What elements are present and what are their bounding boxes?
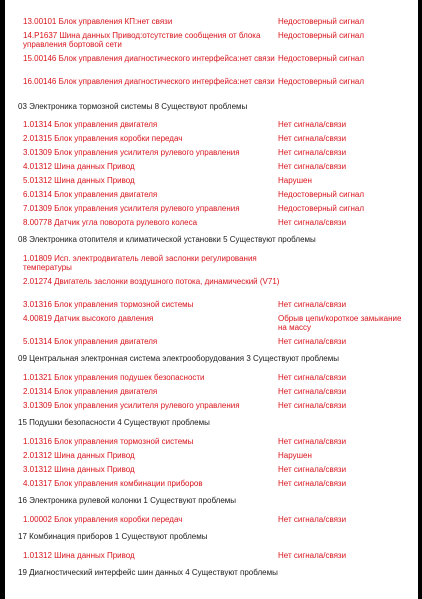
- section-heading: 17 Комбинация приборов 1 Существуют проблемы: [18, 532, 208, 541]
- fault-code: 14.P1637 Шина данных Привод:отсутствие сообщения от блока управления бортовой сети: [23, 31, 261, 49]
- fault-code: 1.01321 Блок управления подушек безопасности: [23, 373, 205, 382]
- fault-code: 1.00002 Блок управления коробки передач: [23, 515, 183, 524]
- fault-status: Нарушен: [278, 176, 312, 185]
- fault-row: [18, 204, 410, 218]
- fault-code: 4.01312 Шина данных Привод: [23, 162, 135, 171]
- fault-status: Недостоверный сигнал: [278, 54, 365, 63]
- fault-status: Нет сигнала/связи: [278, 218, 347, 227]
- fault-status: Нет сигнала/связи: [278, 515, 347, 524]
- fault-code: 2.01314 Блок управления двигателя: [23, 387, 158, 396]
- fault-status: Недостоверный сигнал: [278, 190, 365, 199]
- fault-code: 13.00101 Блок управления КП:нет связи: [23, 17, 173, 26]
- fault-row: [18, 387, 410, 401]
- fault-code: 3.01309 Блок управления усилителя рулевого управления: [23, 401, 240, 410]
- fault-status: Нет сигнала/связи: [278, 300, 347, 309]
- fault-status: Нет сигнала/связи: [278, 148, 347, 157]
- fault-code: 15.00146 Блок управления диагностического интерфейса:нет связи: [23, 54, 275, 63]
- fault-row: [18, 134, 410, 148]
- fault-code: 1.01809 Исп. электродвигатель левой заслонки регулирования температуры: [23, 254, 257, 272]
- fault-code: 3.01312 Шина данных Привод: [23, 465, 135, 474]
- fault-code: 4.01317 Блок управления комбинации приборов: [23, 479, 203, 488]
- fault-row: [18, 190, 410, 204]
- fault-status: Обрыв цепи/короткое замыкание на массу: [278, 314, 402, 332]
- section-heading: 16 Электроника рулевой колонки 1 Существуют проблемы: [18, 496, 237, 505]
- fault-status: Нарушен: [278, 451, 312, 460]
- fault-code: 2.01274 Двигатель заслонки воздушного потока, динамический (V71): [23, 277, 280, 286]
- fault-code: 2.01312 Шина данных Привод: [23, 451, 135, 460]
- fault-row: [18, 277, 410, 300]
- fault-code: 7.01309 Блок управления усилителя рулевого управления: [23, 204, 240, 213]
- fault-code: 6.01314 Блок управления двигателя: [23, 190, 158, 199]
- fault-status: Недостоверный сигнал: [278, 77, 365, 86]
- fault-row: [18, 479, 410, 493]
- fault-row: [18, 401, 410, 415]
- fault-row: [18, 54, 410, 77]
- fault-status: Нет сигнала/связи: [278, 120, 347, 129]
- fault-status: Нет сигнала/связи: [278, 387, 347, 396]
- fault-status: Нет сигнала/связи: [278, 479, 347, 488]
- fault-row: [18, 437, 410, 451]
- section-heading: 08 Электроника отопителя и климатической установки 5 Существуют проблемы: [18, 235, 316, 244]
- fault-code: 2.01315 Блок управления коробки передач: [23, 134, 183, 143]
- fault-status: Нет сигнала/связи: [278, 401, 347, 410]
- fault-row: [18, 373, 410, 387]
- fault-row: [18, 451, 410, 465]
- fault-status: Нет сигнала/связи: [278, 337, 347, 346]
- fault-status: Недостоверный сигнал: [278, 31, 365, 40]
- fault-row: [18, 162, 410, 176]
- fault-code: 5.01314 Блок управления двигателя: [23, 337, 158, 346]
- section-heading: 15 Подушки безопасности 4 Существуют проблемы: [18, 418, 210, 427]
- fault-report-page: [18, 17, 410, 587]
- fault-status: Нет сигнала/связи: [278, 437, 347, 446]
- fault-status: Нет сигнала/связи: [278, 465, 347, 474]
- fault-row: [18, 218, 410, 232]
- fault-status: Нет сигнала/связи: [278, 551, 347, 560]
- fault-row: [18, 77, 410, 100]
- fault-row: [18, 17, 410, 31]
- right-border: [418, 0, 422, 599]
- fault-row: [18, 515, 410, 529]
- fault-status: Нет сигнала/связи: [278, 134, 347, 143]
- fault-status: Недостоверный сигнал: [278, 204, 365, 213]
- fault-row: [18, 148, 410, 162]
- section-heading: 09 Центральная электронная система электрооборудования 3 Существуют проблемы: [18, 354, 339, 363]
- fault-row: [18, 120, 410, 134]
- fault-row: [18, 31, 410, 54]
- fault-row: [18, 176, 410, 190]
- fault-code: 8.00778 Датчик угла поворота рулевого колеса: [23, 218, 198, 227]
- left-border: [0, 0, 5, 599]
- fault-row: [18, 300, 410, 314]
- section-heading: 03 Электроника тормозной системы 8 Существуют проблемы: [18, 102, 248, 111]
- fault-status: Нет сигнала/связи: [278, 373, 347, 382]
- section-heading: 19 Диагностический интерфейс шин данных 4 Существуют проблемы: [18, 568, 278, 577]
- fault-code: 5.01312 Шина данных Привод: [23, 176, 135, 185]
- fault-code: 1.01312 Шина данных Привод: [23, 551, 135, 560]
- fault-row: [18, 254, 410, 277]
- fault-code: 3.01309 Блок управления усилителя рулевого управления: [23, 148, 240, 157]
- fault-row: [18, 314, 410, 337]
- fault-code: 1.01316 Блок управления тормозной системы: [23, 437, 194, 446]
- fault-row: [18, 465, 410, 479]
- fault-code: 4.00819 Датчик высокого давления: [23, 314, 154, 323]
- fault-code: 1.01314 Блок управления двигателя: [23, 120, 158, 129]
- fault-status: Недостоверный сигнал: [278, 17, 365, 26]
- fault-row: [18, 551, 410, 565]
- fault-row: [18, 337, 410, 351]
- fault-code: 3.01316 Блок управления тормозной системы: [23, 300, 194, 309]
- fault-status: Нет сигнала/связи: [278, 162, 347, 171]
- fault-code: 16.00146 Блок управления диагностического интерфейса:нет связи: [23, 77, 275, 86]
